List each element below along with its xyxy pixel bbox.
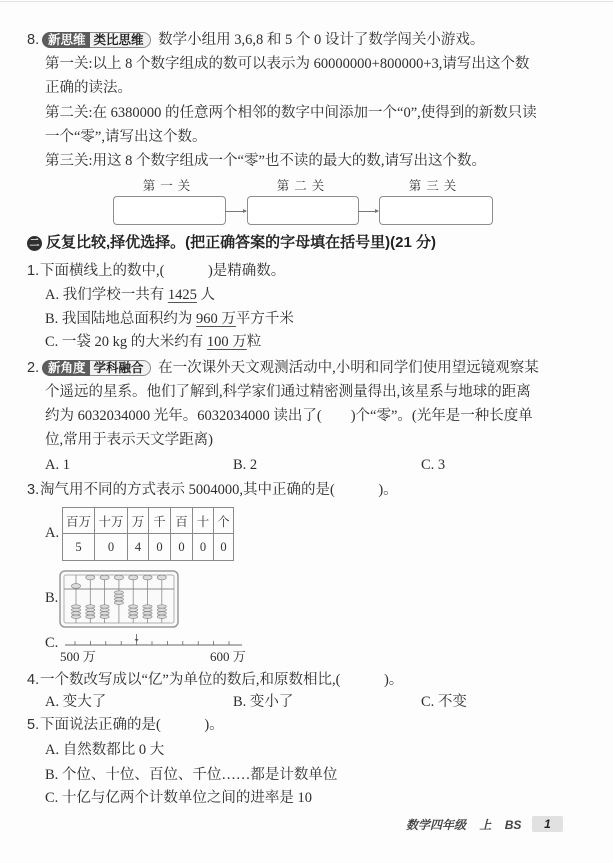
table-cell: 0 (149, 534, 171, 561)
section-number-icon: 二 (27, 236, 42, 251)
stage-1-label: 第一关 (142, 179, 196, 193)
q8-stem: 数学小组用 3,6,8 和 5 个 0 设计了数学闯关小游戏。 (158, 32, 485, 48)
option-text: C. 一袋 20 kg 的大米约有 (45, 334, 207, 350)
q2-option-a[interactable]: A. 1 (45, 457, 70, 473)
q8-badge (42, 32, 151, 48)
option-text: B. 我国陆地总面积约为 (45, 311, 197, 327)
table-cell: 4 (128, 534, 149, 561)
table-header-cell: 个 (214, 508, 234, 534)
q2-line: 个遥远的星系。他们了解到,科学家们通过精密测量得出,该星系与地球的距离 (45, 384, 531, 400)
q2-stem-row (42, 358, 539, 378)
q4-option-c[interactable]: C. 不变 (421, 694, 467, 710)
q3-number: 3. (27, 482, 40, 498)
badge-primary: 新思维 (42, 32, 90, 48)
table-header-cell: 万 (128, 508, 149, 534)
table-cell: 0 (214, 534, 234, 561)
q5-stem-after: 。 (209, 717, 224, 733)
q5-option-c[interactable]: C. 十亿与亿两个计数单位之间的进率是 10 (45, 790, 313, 806)
q8-line: 正确的读法。 (45, 80, 132, 96)
q4-stem (40, 670, 403, 690)
option-text: 粒 (246, 334, 262, 350)
q1-option-b[interactable] (45, 309, 294, 329)
q1-stem (40, 261, 285, 281)
place-value-table (62, 507, 234, 561)
q4-option-b[interactable]: B. 变小了 (233, 694, 294, 710)
footer-subject: 数学四年级 (406, 818, 467, 832)
q3-stem-before: 淘气用不同的方式表示 5004000,其中正确的是 (40, 482, 330, 498)
q8-stem-row (42, 30, 484, 50)
underlined-number: 960 万 (196, 311, 236, 327)
q1-stem-before: 下面横线上的数中, (40, 263, 160, 279)
q4-number: 4. (27, 672, 40, 688)
footer-book-info (406, 816, 531, 834)
q3-option-a-label[interactable]: A. (45, 525, 60, 541)
option-text: 平方千米 (235, 311, 294, 327)
option-text: 人 (196, 287, 215, 303)
q1-number: 1. (27, 263, 40, 279)
table-header-cell: 十 (193, 508, 214, 534)
stage-3-answer-box[interactable] (379, 196, 493, 225)
q8-line: 一个“零”,请写出这个数。 (45, 129, 207, 145)
table-row (63, 534, 234, 561)
q8-line: 第一关:以上 8 个数字组成的数可以表示为 60000000+800000+3,请写出这个数 (45, 56, 530, 72)
stage-3-label: 第三关 (408, 179, 462, 193)
number-line-end-label: 600 万 (210, 649, 246, 664)
underlined-number: 100 万 (206, 334, 247, 350)
stage-2-answer-box[interactable] (247, 196, 359, 225)
stage-2-label: 第二关 (276, 179, 330, 193)
q3-option-c-label[interactable]: C. (45, 635, 59, 651)
table-header-cell: 百 (171, 508, 193, 534)
q2-badge (42, 360, 151, 376)
q4-option-a[interactable]: A. 变大了 (45, 694, 107, 710)
q5-stem-before: 下面说法正确的是 (40, 717, 156, 733)
q1-stem-after: 是精确数。 (212, 263, 286, 279)
arrow-right-icon (225, 211, 246, 212)
table-header-row (63, 508, 234, 534)
q5-option-b[interactable]: B. 个位、十位、百位、千位……都是计数单位 (45, 767, 338, 783)
q4-stem-before: 一个数改写成以“亿”为单位的数后,和原数相比, (40, 672, 336, 688)
q5-number: 5. (27, 717, 40, 733)
section-title: 反复比较,择优选择。(把正确答案的字母填在括号里)(21 分) (46, 234, 437, 251)
badge-secondary: 学科融合 (90, 360, 151, 376)
arrow-right-icon (358, 211, 378, 212)
table-header-cell: 千 (149, 508, 171, 534)
q2-option-c[interactable]: C. 3 (421, 457, 446, 473)
table-cell: 0 (171, 534, 193, 561)
q1-option-c[interactable] (45, 332, 261, 352)
q2-line: 在一次课外天文观测活动中,小明和同学们使用望远镜观察某 (158, 360, 539, 376)
abacus-icon (59, 570, 179, 628)
q3-option-b-label[interactable]: B. (45, 590, 59, 606)
q5-answer-blank[interactable]: ( ) (156, 717, 210, 733)
page-edge-divider (0, 1, 613, 2)
q8-line: 第二关:在 6380000 的任意两个相邻的数字中间添加一个“0”,使得到的新数只读 (45, 105, 537, 121)
q2-line (45, 406, 533, 426)
q1-option-a[interactable] (45, 285, 215, 305)
table-cell: 0 (95, 534, 128, 561)
table-header-cell: 十万 (95, 508, 128, 534)
q3-answer-blank[interactable]: ( ) (330, 482, 384, 498)
q3-stem (40, 480, 398, 500)
badge-primary: 新角度 (42, 360, 90, 376)
table-cell: 5 (63, 534, 95, 561)
q3-stem-after: 。 (383, 482, 398, 498)
q2-number: 2. (27, 360, 40, 376)
q4-answer-blank[interactable]: ( ) (335, 672, 389, 688)
number-line-start-label: 500 万 (60, 649, 96, 664)
q4-stem-after: 。 (388, 672, 404, 688)
table-cell: 0 (193, 534, 214, 561)
underlined-number: 1425 (167, 287, 197, 303)
q2-line-after: 个“零”。(光年是一种长度单 (355, 408, 533, 424)
q2-option-b[interactable]: B. 2 (233, 457, 258, 473)
q2-line-before: 约为 6032034000 光年。6032034000 读出了 (45, 408, 317, 424)
q2-answer-blank[interactable]: ( ) (316, 408, 356, 424)
footer-edition: BS (504, 818, 522, 832)
q1-answer-blank[interactable]: ( ) (159, 263, 213, 279)
footer-term: 上 (479, 818, 492, 832)
page-number: 1 (532, 816, 563, 832)
option-text: A. 我们学校一共有 (45, 287, 168, 303)
table-header-cell: 百万 (63, 508, 95, 534)
badge-secondary: 类比思维 (90, 32, 151, 48)
q8-number: 8. (27, 32, 40, 48)
stage-1-answer-box[interactable] (113, 196, 226, 225)
q8-line: 第三关:用这 8 个数字组成一个“零”也不读的最大的数,请写出这个数。 (45, 153, 487, 169)
q2-line: 位,常用于表示天文学距离) (45, 432, 213, 448)
q5-option-a[interactable]: A. 自然数都比 0 大 (45, 742, 165, 758)
q5-stem (40, 715, 224, 735)
